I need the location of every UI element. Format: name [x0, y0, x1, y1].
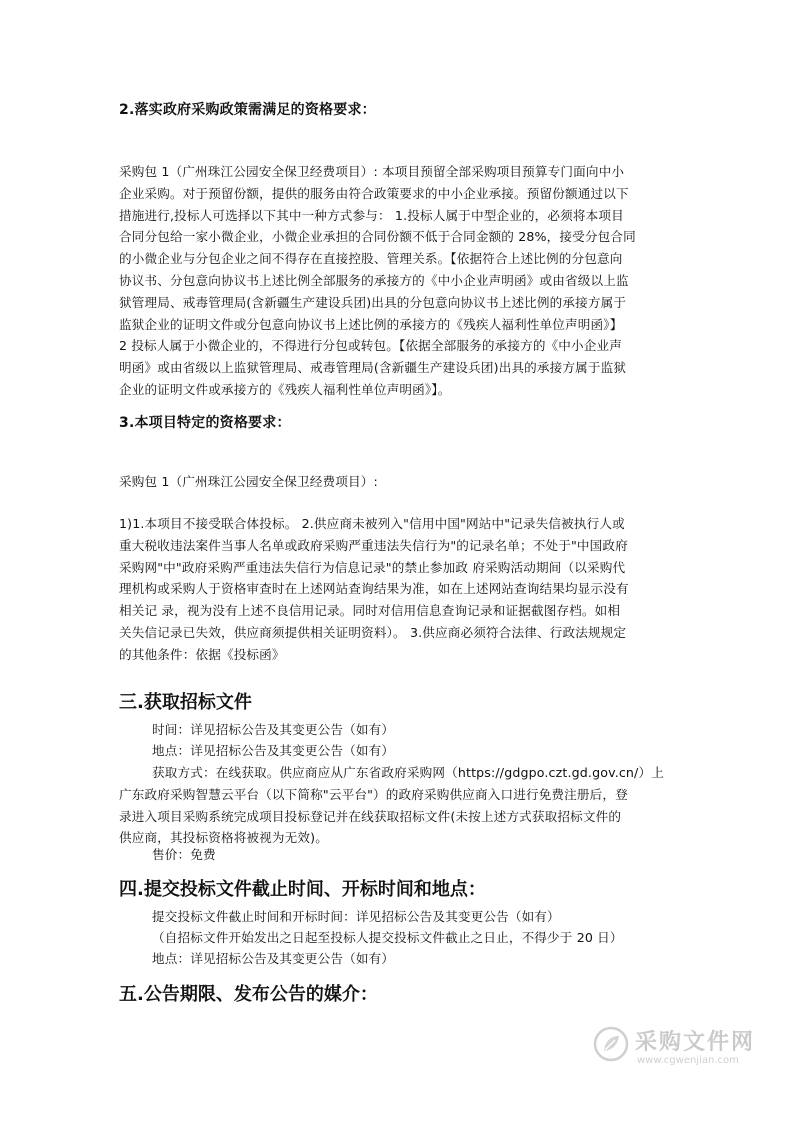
acquire-price: 售价：免费 [152, 847, 216, 862]
watermark-title: 采购文件网 [635, 1030, 756, 1055]
part-4-heading: 四.提交投标文件截止时间、开标时间和地点： [119, 879, 486, 900]
text-line: 措施进行,投标人可选择以下其中一种方式参与： 1.投标人属于中型企业的，必须将本项目 [119, 207, 624, 223]
submission-deadline: 提交投标文件截止时间和开标时间：详见招标公告及其变更公告（如有） [152, 909, 560, 924]
text-line: 采购包 1（广州珠江公园安全保卫经费项目）: 本项目预留全部采购项目预算专门面向中小 [119, 164, 625, 179]
text-line: 获取方式：在线获取。供应商应从广东省政府采购网（https://gdgpo.czt.gd.gov.cn/）上 [152, 765, 664, 780]
watermark-url: www.cgwenjian.com [637, 1055, 739, 1066]
section-3-package-label: 采购包 1（广州珠江公园安全保卫经费项目）: [119, 474, 378, 489]
submission-note: （自招标文件开始发出之日起至投标人提交投标文件截止之日止，不得少于 20 日） [152, 930, 623, 945]
acquire-method [119, 762, 679, 849]
site-watermark [593, 1022, 756, 1082]
text-line: 相关记 录，视为没有上述不良信用记录。同时对信用信息查询记录和证据截图存档。如相 [119, 603, 621, 619]
opening-place: 地点：详见招标公告及其变更公告（如有） [152, 951, 395, 966]
part-3-heading: 三.获取招标文件 [119, 692, 252, 713]
text-line: 监狱企业的证明文件或分包意向协议书上述比例的承接方的《残疾人福利性单位声明函》】 [119, 316, 623, 332]
text-line: 重大税收违法案件当事人名单或政府采购严重违法失信行为"的记录名单；不处于"中国政府 [119, 537, 628, 553]
text-line: 理机构或采购人于资格审查时在上述网站查询结果为准，如在上述网站查询结果均显示没有 [119, 581, 629, 597]
text-line: 企业采购。对于预留份额，提供的服务由符合政策要求的中小企业承接。预留份额通过以下 [119, 185, 629, 201]
text-line: 明函》或由省级以上监狱管理局、戒毒管理局(含新疆生产建设兵团)出具的承接方属于监狱 [119, 360, 627, 376]
text-line: 协议书、分包意向协议书上述比例全部服务的承接方的《中小企业声明函》或由省级以上监 [119, 272, 629, 288]
leaf-logo-icon [593, 1026, 629, 1062]
acquire-time: 时间：详见招标公告及其变更公告（如有） [152, 722, 395, 737]
acquire-place: 地点：详见招标公告及其变更公告（如有） [152, 743, 395, 758]
text-line: 合同分包给一家小微企业，小微企业承担的合同份额不低于合同金额的 28%，接受分包合同 [119, 229, 636, 245]
text-line: 采购网"中"政府采购严重违法失信行为信息记录"的禁止参加政 府采购活动期间（以采购代 [119, 559, 626, 575]
section-2-body [119, 161, 679, 401]
text-line: 2 投标人属于小微企业的，不得进行分包或转包。【依据全部服务的承接方的《中小企业声 [119, 338, 623, 354]
part-5-heading: 五.公告期限、发布公告的媒介： [119, 984, 378, 1005]
text-line: 企业的证明文件或承接方的《残疾人福利性单位声明函》】。 [119, 381, 451, 397]
text-line: 录进入项目采购系统完成项目投标登记并在线获取招标文件(未按上述方式获取招标文件的 [119, 808, 622, 824]
text-line: 的其他条件：依据《投标函》 [119, 646, 285, 662]
text-line: 狱管理局、戒毒管理局(含新疆生产建设兵团)出具的分包意向协议书上述比例的承接方属于 [119, 294, 627, 310]
text-line: 供应商，其投标资格将被视为无效)。 [119, 830, 328, 846]
section-3-heading: 3.本项目特定的资格要求： [119, 415, 291, 431]
section-2-heading: 2.落实政府采购政策需满足的资格要求： [119, 102, 376, 118]
text-line: 广东政府采购智慧云平台（以下简称"云平台"）的政府采购供应商入口进行免费注册后，登 [119, 786, 628, 802]
text-line: 1)1.本项目不接受联合体投标。 2.供应商未被列入"信用中国"网站中"记录失信被执行人或 [119, 516, 625, 531]
text-line: 关失信记录已失效，供应商须提供相关证明资料）。 3.供应商必须符合法律、行政法规规定 [119, 624, 627, 640]
section-3-body [119, 513, 679, 666]
text-line: 的小微企业与分包企业之间不得存在直接控股、管理关系。【依据符合上述比例的分包意向 [119, 251, 623, 267]
